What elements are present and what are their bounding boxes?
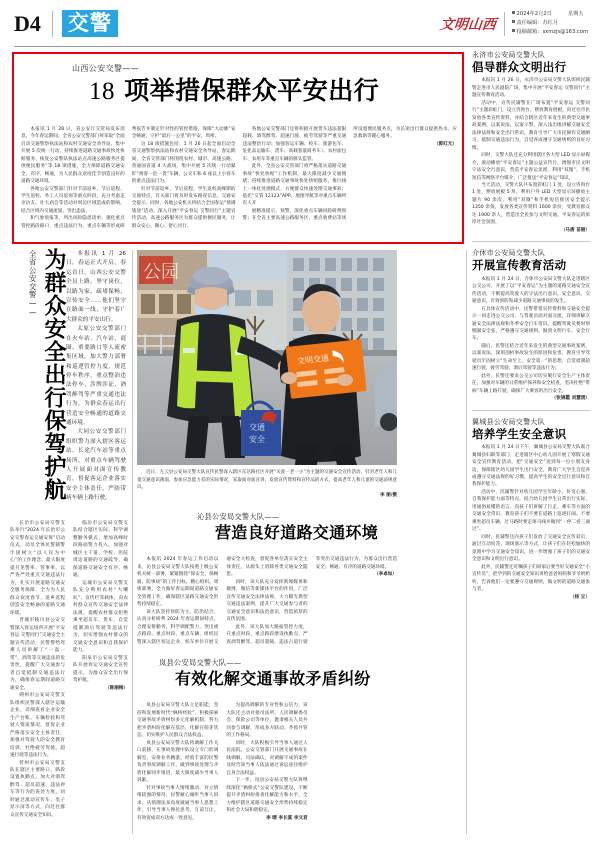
lead-headline-text: 项举措保群众平安出行 xyxy=(124,76,380,105)
vertical-headline-block xyxy=(8,248,64,520)
story-paragraph: 岚县公安局交警大队将调解工作关口前移，在事故处理中队设立专门的调解室，安排业务精湛、经验丰富的民警负责事故调解工作，做到事故处理与矛盾化解同步推进，最大限度减少当事人诉累。 xyxy=(137,740,219,784)
story-paragraph: 朔州市公安局交警支队组织民警深入辖区运输企业，详细查看企业安全生产台账、车辆检验和驾驶人资质情况，督促企业严格落实安全主体责任，加强对驾驶人的安全教育培训，杜绝疲劳驾驶、超速行驶等违法行为。 xyxy=(10,693,65,759)
story-paragraph: 同时，该大队充分发挥新闻媒体和微博、微信等新媒体平台的作用，广泛宣传交通安全法律法规，大力曝光典型交通违法案例，提升广大交通参与者的交通安全意识和法治意识，营造浓厚的宣传氛围。 xyxy=(226,579,308,623)
mid-story-1-body xyxy=(137,556,397,652)
mid-story-2-title: 有效化解交通事故矛盾纠纷 xyxy=(175,669,371,688)
lead-paragraph: 针对节前返乡、节后返程、学生返校高峰期的交通特点，有关部门将及时发布路况信息、交通安全提示。同时，各地公安机关将结合全国春运“情满旅途”活动，深入开展“平安春运 交警同行”主题宣传活动，高速公路服务区为群众提供便民服务，让群众安心、顺心、舒心出行。 xyxy=(131,186,236,229)
story-paragraph: 本报讯 1 月 24 日下午，翼城县公安局交警大队联合翼城县妇联等部门，走进辖区中心幼儿园开展了寒假交通安全宣传教育活动，把“交通安全”送到每一位小朋友身边，保障辖区幼儿园学生出行安全，教育广大学生自觉养成遵守交通法规的好习惯，提高学生的安全出行意识和自我保护能力。 xyxy=(472,445,590,488)
story-paragraph: 活动中，民辅警针对幼儿园学生年龄小、好奇心强、自我保护能力弱等特点，结合幼儿园学生日常出行实际，用通俗易懂的语言，向孩子们讲解了行走、乘车等方面的交通安全常识，教育孩子们不要在道路上追逐打闹、不要乘坐超员车辆，过马路时要走斑马线并做到“一停二看三通过”。 xyxy=(472,489,590,533)
story-paragraph: 忻州市公安局交警支队在辖区主要路口、路段设置执勤点，加大对酒驾醉驾、超员超速、违法停车等行为的查处力度，同时通过流动宣传车、电子显示屏等方式，向过往群众宣传交通安全知识。 xyxy=(10,760,65,818)
right-story-kicker: 介休市公安局交警大队 xyxy=(472,249,545,258)
right-story-title: 培养学生安全意识 xyxy=(472,426,567,441)
intro-paragraph: 本报讯 1 月 26 日，春运正式开启。春运首日，山西公安交警全员上路，坚守岗位，以路为家，疏堵保畅，宣传安全……他们坚守在路面一线，守护着广大群众的平安出行。 xyxy=(66,251,126,323)
mid-story-2-body xyxy=(137,702,397,834)
left-lower-column xyxy=(10,520,128,834)
right-story xyxy=(472,50,590,234)
right-story xyxy=(472,248,590,402)
lead-paragraph: 本报讯 1 月 28 日，省公安厅交管局发布消息，今年春运期间，全省公安交警部门将采取“全面启动交通警察执法站和农村交通安全劝导站、集中开展 5 次统一行动、持续推进道路交通事故快处快赔服务、恢复公安警队执法站点高速公路服务区提供便民服务”等 18 项措施，全力保障道路交通安全、有序、畅通，为人民群众欢度佳节创造良好的道路交通环境。 xyxy=(21,127,125,185)
story-paragraph: 同时，交警大队还充分利用辖区各大型 LED 显示屏媒介，滚动播放“平安春运”主题公益宣传片，增强市民文明守法安全行意识，营造平安春运氛围，利用“双微”、手机短信等网络平台媒介，广泛推送“平安春运”知识。 xyxy=(472,153,590,181)
story-paragraph: 本报讯 1 月 26 日，永济市公安局交警大队组织民辅警走进市人民剧院广场，集中开展“平安春运 交警同行”主题宣传教育活动。 xyxy=(472,78,590,99)
story-paragraph: 此外，民警还要求公交公司切实履行安全生产主体责任，加强对车辆的日常维护保养和安全检查，坚决杜绝“带病”车辆上路行驶，确保广大乘客的出行安全。 xyxy=(472,373,590,394)
right-story xyxy=(472,417,590,601)
issue-weekday: 星期五 xyxy=(567,10,584,17)
right-column xyxy=(472,50,590,608)
masthead-divider xyxy=(52,11,53,37)
mid-story-1-headline-block xyxy=(137,512,397,542)
editor-line: 责任编辑：苏红月 xyxy=(516,19,559,26)
lead-body xyxy=(21,126,457,234)
page-number: D4 xyxy=(14,10,41,36)
news-photo xyxy=(137,250,397,465)
right-story-kicker: 翼城县公安局交警大队 xyxy=(472,417,545,426)
mid-story-2-headline-block xyxy=(137,658,397,688)
vertical-headline-title: 为群众安全出行保驾护航 xyxy=(41,248,66,501)
right-story-byline: （张锦霞 刘慧清） xyxy=(551,396,590,402)
photo-illustration xyxy=(137,250,397,465)
mid-story-2-byline: 李 晴 李长富 李文君 xyxy=(266,815,308,821)
story-paragraph: 岚县公安局交警大队立足职能，坚持和发展新时代“枫桥经验”，积极探索交通事故矛盾纠纷多元化解机制，努力把矛盾纠纷化解在基层、化解在萌芽状态，切实维护人民群众合法权益。 xyxy=(137,703,219,739)
svg-text:交通: 交通 xyxy=(249,423,265,432)
intro-column xyxy=(66,250,126,515)
intro-paragraph: 太原公安交警部门在火车站、汽车站、商圈、重要路口等人流密集区域，加大警力部署和巡逻管控力度，规范停车秩序，重点整治违法停车、涉牌涉证、酒驾醉驾等严重交通违法行为，为群众春运出行营造安全畅通的道路交通环境。 xyxy=(66,326,126,427)
lead-headline-number: 18 xyxy=(89,78,115,105)
svg-text:文明交通: 文明交通 xyxy=(296,353,330,366)
story-paragraph: 晋城市陵川县公安交警深入客运场所开展“平安春运 交警同行”交通安全主题宣传活动，民警警给驾乘人员讲解了“一盔一带”、酒驾等交通违法的危害性，提醒广大交通参与者自觉抵制交通违法行为，确保春运期间道路交通安全。 xyxy=(10,618,65,691)
bullet-icon xyxy=(512,29,515,32)
story-paragraph: 活动中，宣传民辅警在广场布置“平安春运 交警同行”主题彩虹门，设立咨询台、摆放教育展板，向过往市民发放各类宣传资料，并结合辖区近年来发生的典型交通事故案例，以案说法、以案示警，深入浅出地讲解交通安全法律法规和安全出行常识，教育引导广大市民摒弃交通陋习，抵制交通违法行为，自觉养成遵守交通规则的良好习惯。 xyxy=(472,100,590,151)
story-paragraph: 本报讯 1 月 24 日，介休市公安局交警大队走进辖区公交公司，开展了以“平安春运”为主题的道路交通安全宣传活动，不断提高驾驶人的守法出行意识、安全意识、交通意识，有效预防和减少道路交通事故的发生。 xyxy=(472,276,590,305)
mid-story-1-byline: （李卓如） xyxy=(374,572,397,578)
story-paragraph: 随后，民警还结合近年来发生的典型交通事故案例，以案说法，深刻剖析事故发生的原因和危害，教育引导驾驶员牢固树立“生命至上、安全第一”的思想，自觉抵制超速行驶、疲劳驾驶、酒后驾驶等违法行为。 xyxy=(472,343,590,372)
right-story-byline: （马唐 苗丽） xyxy=(560,227,590,233)
lead-byline: （郭红元） xyxy=(434,141,457,147)
story-paragraph: 阳泉市公安局交警支队开展春运交通安全宣传提示，为群众安全出行保驾护航。 xyxy=(73,655,128,684)
issue-date: 2024年2月2日 xyxy=(516,10,552,17)
right-story-title: 倡导群众文明出行 xyxy=(472,60,567,74)
right-column-divider xyxy=(472,410,590,411)
lead-paragraph: 这 18 项措施包括：1 月 26 日起全面启动全省交通警察执法站和农村交通安全劝导站，春运期间，全省交管部门将围绕农村、城市、高速公路、普通国省道 4 大战场，集中开展 5 次统一行动紧盯“两客一危一货”车辆、公交车和 6 座以上小客车的重点违法行为。 xyxy=(131,141,236,185)
right-story-byline: （杨 立） xyxy=(570,594,590,600)
right-story-kicker: 永济市公安局交警大队 xyxy=(472,51,545,59)
masthead-right xyxy=(440,10,588,37)
bullet-icon xyxy=(512,20,515,23)
lead-paragraph: 此外，全省公安交管部门将严格落实道路交通事故“快处快赔”工作机制，最大限度减少交通拥堵；持续推进道路交通事故快处快赔服务，推行线上一体化处理模式，方便群众快速处理交通事故；依托“交管 12123”APP、地图导航等对重点车辆所有人开 xyxy=(242,164,347,207)
story-paragraph: 当天活动，交警大队共布置彩虹门 1 处，设立咨询台 1 处，摆放展板 5 块，利用户外 LED 大型显示屏播放主题片 90 余次，利用“双微”和手机短信推送安全提示 1350 余条，发放各类宣传资料 1600 余份，受教育群众达 1900 余人，营造出全民参与文明交通、平安春运的浓厚社会氛围。 xyxy=(472,183,590,226)
story-paragraph: 同时，民辅警还向孩子们发放了交通安全宣传彩页，通过互动问答、现场演示等方式，让孩子们在轻松愉快的氛围中学习交通安全知识，进一步增强了孩子们的交通安全意识和文明出行意识。 xyxy=(472,534,590,563)
masthead-rule xyxy=(14,46,586,47)
story-paragraph: 在具体宣传活动中，民警带着宣传资料和交通安全提示一同走进公交公司，与驾驶员面对面交流，详细讲解交通安全法律法规和冬季安全行车常识，提醒驾驶员要时刻绷紧安全弦，严格遵守交通规则，做到文明行车、安全行车。 xyxy=(472,306,590,342)
right-story-body xyxy=(472,77,590,234)
story-paragraph: 此外，该大队加大路面管控力度，在重点时段、重点路段增设执勤点，严查酒驾醉驾、超员超载、违法占道行驶等突出交通违法行为，为群众出行营造安全、畅通、有序的道路交通环境。 xyxy=(226,557,397,645)
story-paragraph: 为提高调解的专业性和公信力，该大队还主动对接司法所、人民调解委员会、保险公司等单位，邀请相关人员共同参与调解，形成多方联动、齐抓共管的工作格局。 xyxy=(226,703,308,739)
mid-story-2-kicker: 岚县公安局交警大队—— xyxy=(159,658,242,667)
masthead xyxy=(0,0,600,47)
lead-paragraph: 展精准提示、预警，深化重点车辆风险研判预警；在全省主要高速公路服务区、重点收费站等场所设置便民服务点，为长途出行群众提供热水、应急救助等暖心服务。 xyxy=(242,127,457,222)
lead-paragraph: 各地公安交警部门还将积极开展货车违法超限超载、酒驾醉驾、超速行驶、疲劳驾驶等严重交通违法整治行动；加强客运车辆、校车、旅游包车、危化品运输车、货车、高载客量商务车）、农村面包车、农用车等重点车辆的源头监管。 xyxy=(242,127,347,162)
story-paragraph: 本报讯 2024 年春运工作启动以来，沁县公安局交警大队按照上级公安机关统一部署，紧紧围绕“保安全、保畅通、防事故”的工作目标，精心组织、周密部署，全力做好春运期间道路交通安全管理工作，确保辖区道路交通安全形势持续稳定。 xyxy=(137,557,219,608)
story-paragraph: 临汾市公安局交警支队结合辖区实际，科学调整勤务模式，增加高峰时段路面警力投入，加强对城区主干道、学校、医院周边道路的交通疏导，确保道路交通安全有序、畅通。 xyxy=(73,521,128,579)
story-paragraph: 同时，大队积极引导当事人通过人民法院、公安交管部门开展交通事故在线调解、司法确认，对调解不成的案件及时告知当事人依法通过诉讼途径维护自身合法权益。 xyxy=(226,740,308,776)
right-story-title: 开展宣传教育活动 xyxy=(472,258,567,273)
story-paragraph: 针对事故当事人情绪激动、对立情绪较强的情况，民警耐心倾听当事人诉求，从情理法多角度做通当事人思想工作，引导当事人换位思考、互谅互让，有效促成双方达成一致意见。 xyxy=(137,785,219,821)
vertical-headline-kicker: 全省公安交警—— xyxy=(28,250,38,318)
mid-story-1-title: 营造良好道路交通环境 xyxy=(215,523,379,542)
svg-text:安全: 安全 xyxy=(249,435,265,444)
story-paragraph: 长治市公安局交警支队举行“2024 年长治市公安交警春运交通安保”启动仪式，动员全体民警辅警牢固树立“以人民为中心”的工作理念，最大限度提升见警率、管事率，以严查严处重点交通违法行为，扎实开展道路交通安全服务保障，全力为人民群众欢度春节、返乡返程创造安全畅通的道路交通环境。 xyxy=(10,521,65,616)
right-story-body xyxy=(472,276,590,403)
brand-logo: 文明山西 xyxy=(438,16,497,33)
column-rule-left xyxy=(132,250,133,834)
email-line: 投稿邮箱：sxmzjs@163.com xyxy=(516,29,588,36)
lead-story-box xyxy=(12,52,464,244)
lead-paragraph: 和气象预报等，列出风险隐患清单，强化重点管控路段路口，重点违法行为、重点车辆等形成研判报告并制定针对性的管控措施，保障“大动脉”安全畅通，守护“最后一公里”的平安，周密、 xyxy=(21,127,236,229)
photo-credit: 李 丽/摄 xyxy=(379,493,397,498)
masthead-meta xyxy=(512,10,588,37)
bullet-icon xyxy=(512,11,515,14)
section-title: 交警 xyxy=(62,10,118,37)
story-paragraph: 该大队坚持预防为主、防治结合，认真分析研判 2024 年春运期间特点，合理安排勤务，科学调配警力，突出重点路段、重点时段、重点车辆，组织民警深入辖区客运企业、校车单位开展交通安全大检查，督促各单位落实安全主体责任，从源头上消除各类交通安全隐患。 xyxy=(137,557,308,645)
photo-caption: 近日，左云县公安局交警大队宣传民警深入辖区东达路社区开展“关爱一老一小”为主题的交通安全宣传活动，针对老年人和儿童交通意识薄弱，参加应急能力差的实际情况，采取面对面宣讲、发放宣传资料和宣传品的方式，提高老年人和儿童的交通法规意识。 xyxy=(137,470,397,491)
left-lower-byline: （陈丽梅） xyxy=(105,685,128,691)
svg-text:公园: 公园 xyxy=(143,262,179,283)
story-paragraph: 此外，民辅警还叮嘱孩子们回家后要当好交通安全“小宣传员”，把学到的交通安全知识讲给爸爸妈妈和爷爷奶奶听，告诉他们一定要遵守交通规则，做文明的道路交通参与者。 xyxy=(472,564,590,593)
lead-paragraph: 各地公安交警部门针对节前返乡、节后返程、学生返校、务工人员返岗等重点时段，充分考虑走亲访友、壮大庙会等活动对周边区域造成的影响，结合区域内交通流量、突出违法、 xyxy=(21,186,125,214)
right-story-body xyxy=(472,444,590,601)
mid-story-1-kicker: 沁县公安局交警大队—— xyxy=(197,512,280,521)
lead-headline xyxy=(89,77,462,106)
lead-kicker: 山西公安交警—— xyxy=(72,64,140,73)
right-column-divider xyxy=(472,241,590,242)
story-paragraph: 运城市公安局交警支队充分利用农村“大喇叭”、宣传栏等载体，向农村群众宣传交通安全法律法规，提醒农村群众拒绝乘坐超员车、货车，自觉抵制酒后驾驶等违法行为，切实增强农村群众的交通安全意识和自我保护能力。 xyxy=(73,580,128,654)
column-rule-right xyxy=(466,250,467,834)
story-paragraph: 下一步，岚县公安局交警大队将继续深化“枫桥式”公安交警队建设，不断提升矛盾纠纷排查化解能力和水平，全力维护辖区道路交通安全形势持续稳定和社会大局和谐稳定。 xyxy=(226,778,308,814)
intro-paragraph: 大同公安交警部门组织警力深入辖区客运站、长途汽车站等重点场所，对重点车辆驾驶人开展面对面宣传教育，督促客运企业落实安全主体责任，严防带病车辆上路行驶。 xyxy=(66,429,126,502)
